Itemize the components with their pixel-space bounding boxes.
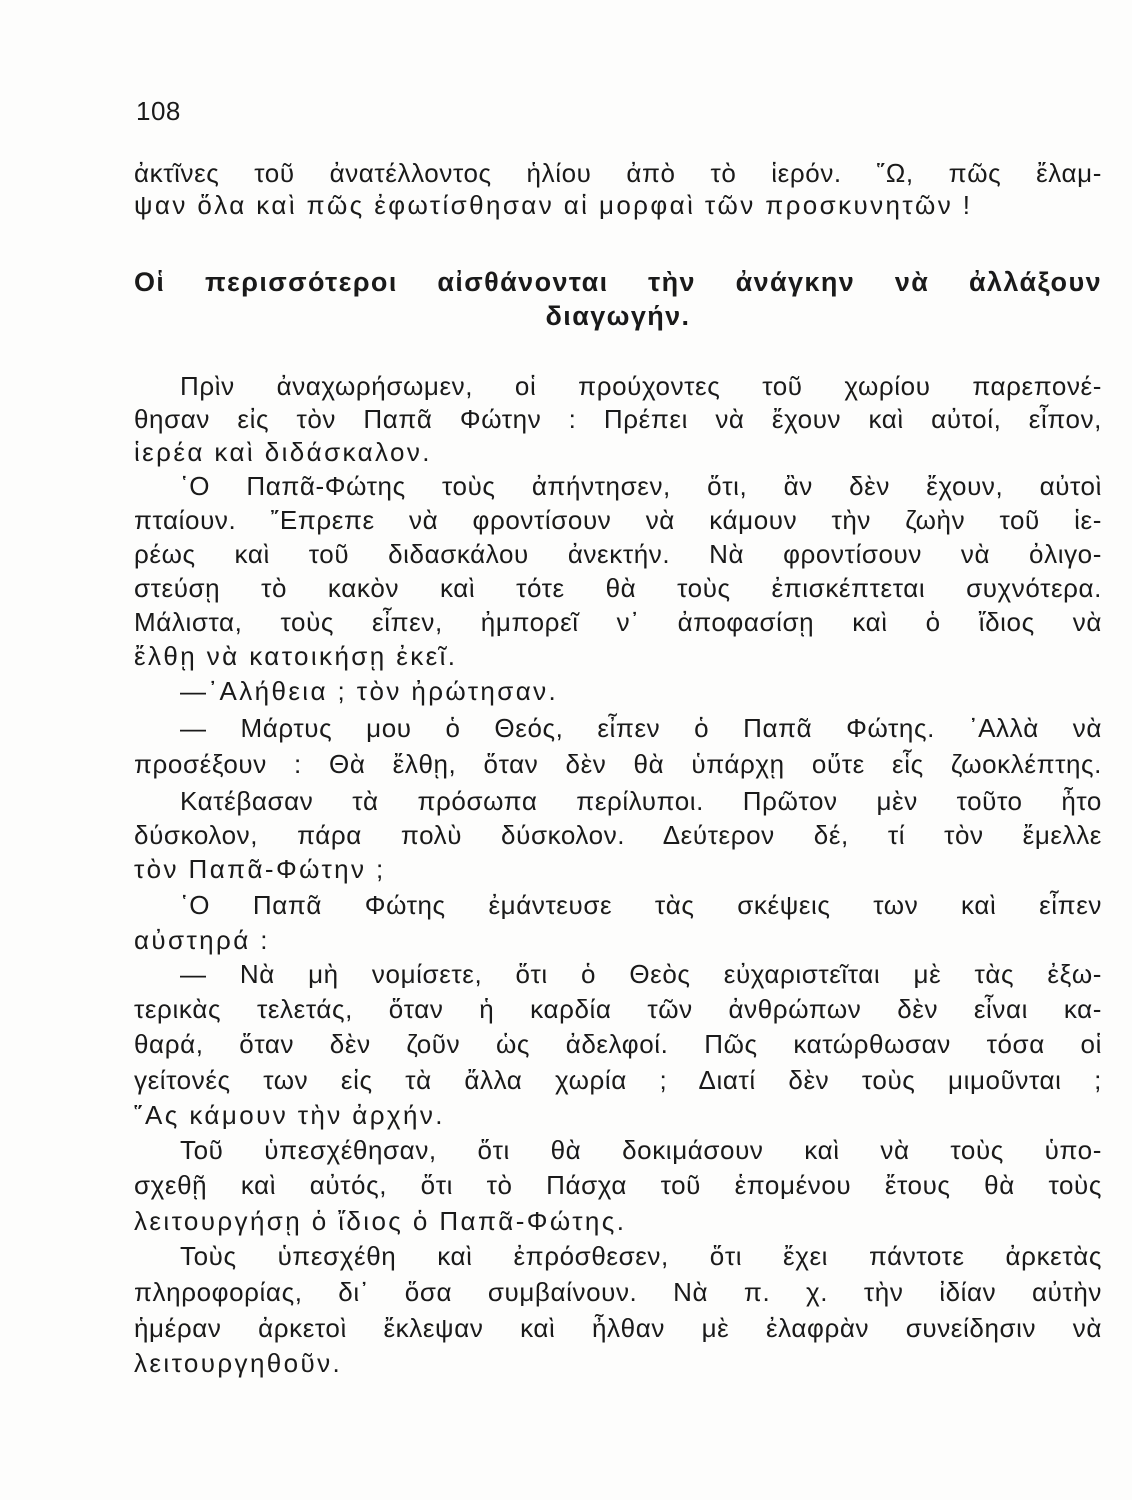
text-line: θησαν εἰς τὸν Παπᾶ Φώτην : Πρέπει νὰ ἔχουν καὶ αὐτοί, εἶπον, xyxy=(134,404,1102,434)
text-line: τερικὰς τελετάς, ὅταν ἡ καρδία τῶν ἀνθρώπων δὲν εἶναι κα- xyxy=(134,994,1102,1024)
text-line: Τοῦ ὑπεσχέθησαν, ὅτι θὰ δοκιμάσουν καὶ νὰ τοὺς ὑπο- xyxy=(180,1135,1102,1165)
text-line: ἔλθῃ νὰ κατοικήσῃ ἐκεῖ. xyxy=(134,641,458,671)
text-line: Πρὶν ἀναχωρήσωμεν, οἱ προύχοντες τοῦ χωρίου παρεπονέ- xyxy=(180,371,1102,401)
text-line: ῾Ο Παπᾶ-Φώτης τοὺς ἀπήντησεν, ὅτι, ἂν δὲν ἔχουν, αὐτοὶ xyxy=(180,471,1102,501)
text-line: γείτονές των εἰς τὰ ἄλλα χωρία ; Διατί δὲν τοὺς μιμοῦνται ; xyxy=(134,1065,1102,1095)
text-line: τὸν Παπᾶ-Φώτην ; xyxy=(134,854,386,884)
text-line: στεύσῃ τὸ κακὸν καὶ τότε θὰ τοὺς ἐπισκέπτεται συχνότερα. xyxy=(134,573,1102,603)
text-line: —᾿Αλήθεια ; τὸν ἠρώτησαν. xyxy=(180,676,559,706)
text-line: αὐστηρά : xyxy=(134,925,270,955)
text-line: ἀκτῖνες τοῦ ἀνατέλλοντος ἡλίου ἀπὸ τὸ ἱερόν. ῞Ω, πῶς ἔλαμ- xyxy=(134,158,1102,188)
text-line: λειτουργηθοῦν. xyxy=(134,1348,343,1378)
text-line: πληροφορίας, δι᾿ ὅσα συμβαίνουν. Νὰ π. χ. τὴν ἰδίαν αὐτὴν xyxy=(134,1277,1102,1307)
text-line: Τοὺς ὑπεσχέθη καὶ ἐπρόσθεσεν, ὅτι ἔχει πάντοτε ἀρκετὰς xyxy=(180,1241,1102,1271)
text-line: ἱερέα καὶ διδάσκαλον. xyxy=(134,437,432,467)
text-line: — Μάρτυς μου ὁ Θεός, εἶπεν ὁ Παπᾶ Φώτης. ᾿Αλλὰ νὰ xyxy=(180,713,1102,743)
text-line: ἡμέραν ἀρκετοὶ ἔκλεψαν καὶ ἦλθαν μὲ ἐλαφρὰν συνείδησιν νὰ xyxy=(134,1313,1102,1343)
section-heading-line: Οἱ περισσότεροι αἰσθάνονται τὴν ἀνάγκην νὰ ἀλλάξουν xyxy=(134,267,1102,297)
section-heading-line: διαγωγήν. xyxy=(545,301,691,331)
text-line: — Νὰ μὴ νομίσετε, ὅτι ὁ Θεὸς εὐχαριστεῖται μὲ τὰς ἐξω- xyxy=(180,959,1102,989)
text-line: προσέξουν : Θὰ ἔλθῃ, ὅταν δὲν θὰ ὑπάρχῃ οὔτε εἷς ζωοκλέπτης. xyxy=(134,749,1102,779)
text-line: ῾Ο Παπᾶ Φώτης ἐμάντευσε τὰς σκέψεις των καὶ εἶπεν xyxy=(180,890,1102,920)
text-line: Μάλιστα, τοὺς εἶπεν, ἠμπορεῖ ν᾿ ἀποφασίσῃ καὶ ὁ ἴδιος νὰ xyxy=(134,607,1102,637)
text-line: λειτουργήσῃ ὁ ἴδιος ὁ Παπᾶ-Φώτης. xyxy=(134,1206,627,1236)
text-line: ρέως καὶ τοῦ διδασκάλου ἀνεκτήν. Νὰ φροντίσουν νὰ ὀλιγο- xyxy=(134,539,1102,569)
text-line: ψαν ὅλα καὶ πῶς ἐφωτίσθησαν αἱ μορφαὶ τῶν προσκυνητῶν ! xyxy=(134,190,973,220)
text-line: Κατέβασαν τὰ πρόσωπα περίλυποι. Πρῶτον μὲν τοῦτο ἦτο xyxy=(180,786,1102,816)
text-line: σχεθῇ καὶ αὐτός, ὅτι τὸ Πάσχα τοῦ ἑπομένου ἔτους θὰ τοὺς xyxy=(134,1170,1102,1200)
text-line: ῞Ας κάμουν τὴν ἀρχήν. xyxy=(134,1100,445,1130)
text-line: δύσκολον, πάρα πολὺ δύσκολον. Δεύτερον δέ, τί τὸν ἔμελλε xyxy=(134,820,1102,850)
page-number: 108 xyxy=(136,96,181,126)
text-line: θαρά, ὅταν δὲν ζοῦν ὡς ἀδελφοί. Πῶς κατώρθωσαν τόσα οἱ xyxy=(134,1029,1102,1059)
text-line: πταίουν. ῎Επρεπε νὰ φροντίσουν νὰ κάμουν τὴν ζωὴν τοῦ ἱε- xyxy=(134,505,1102,535)
